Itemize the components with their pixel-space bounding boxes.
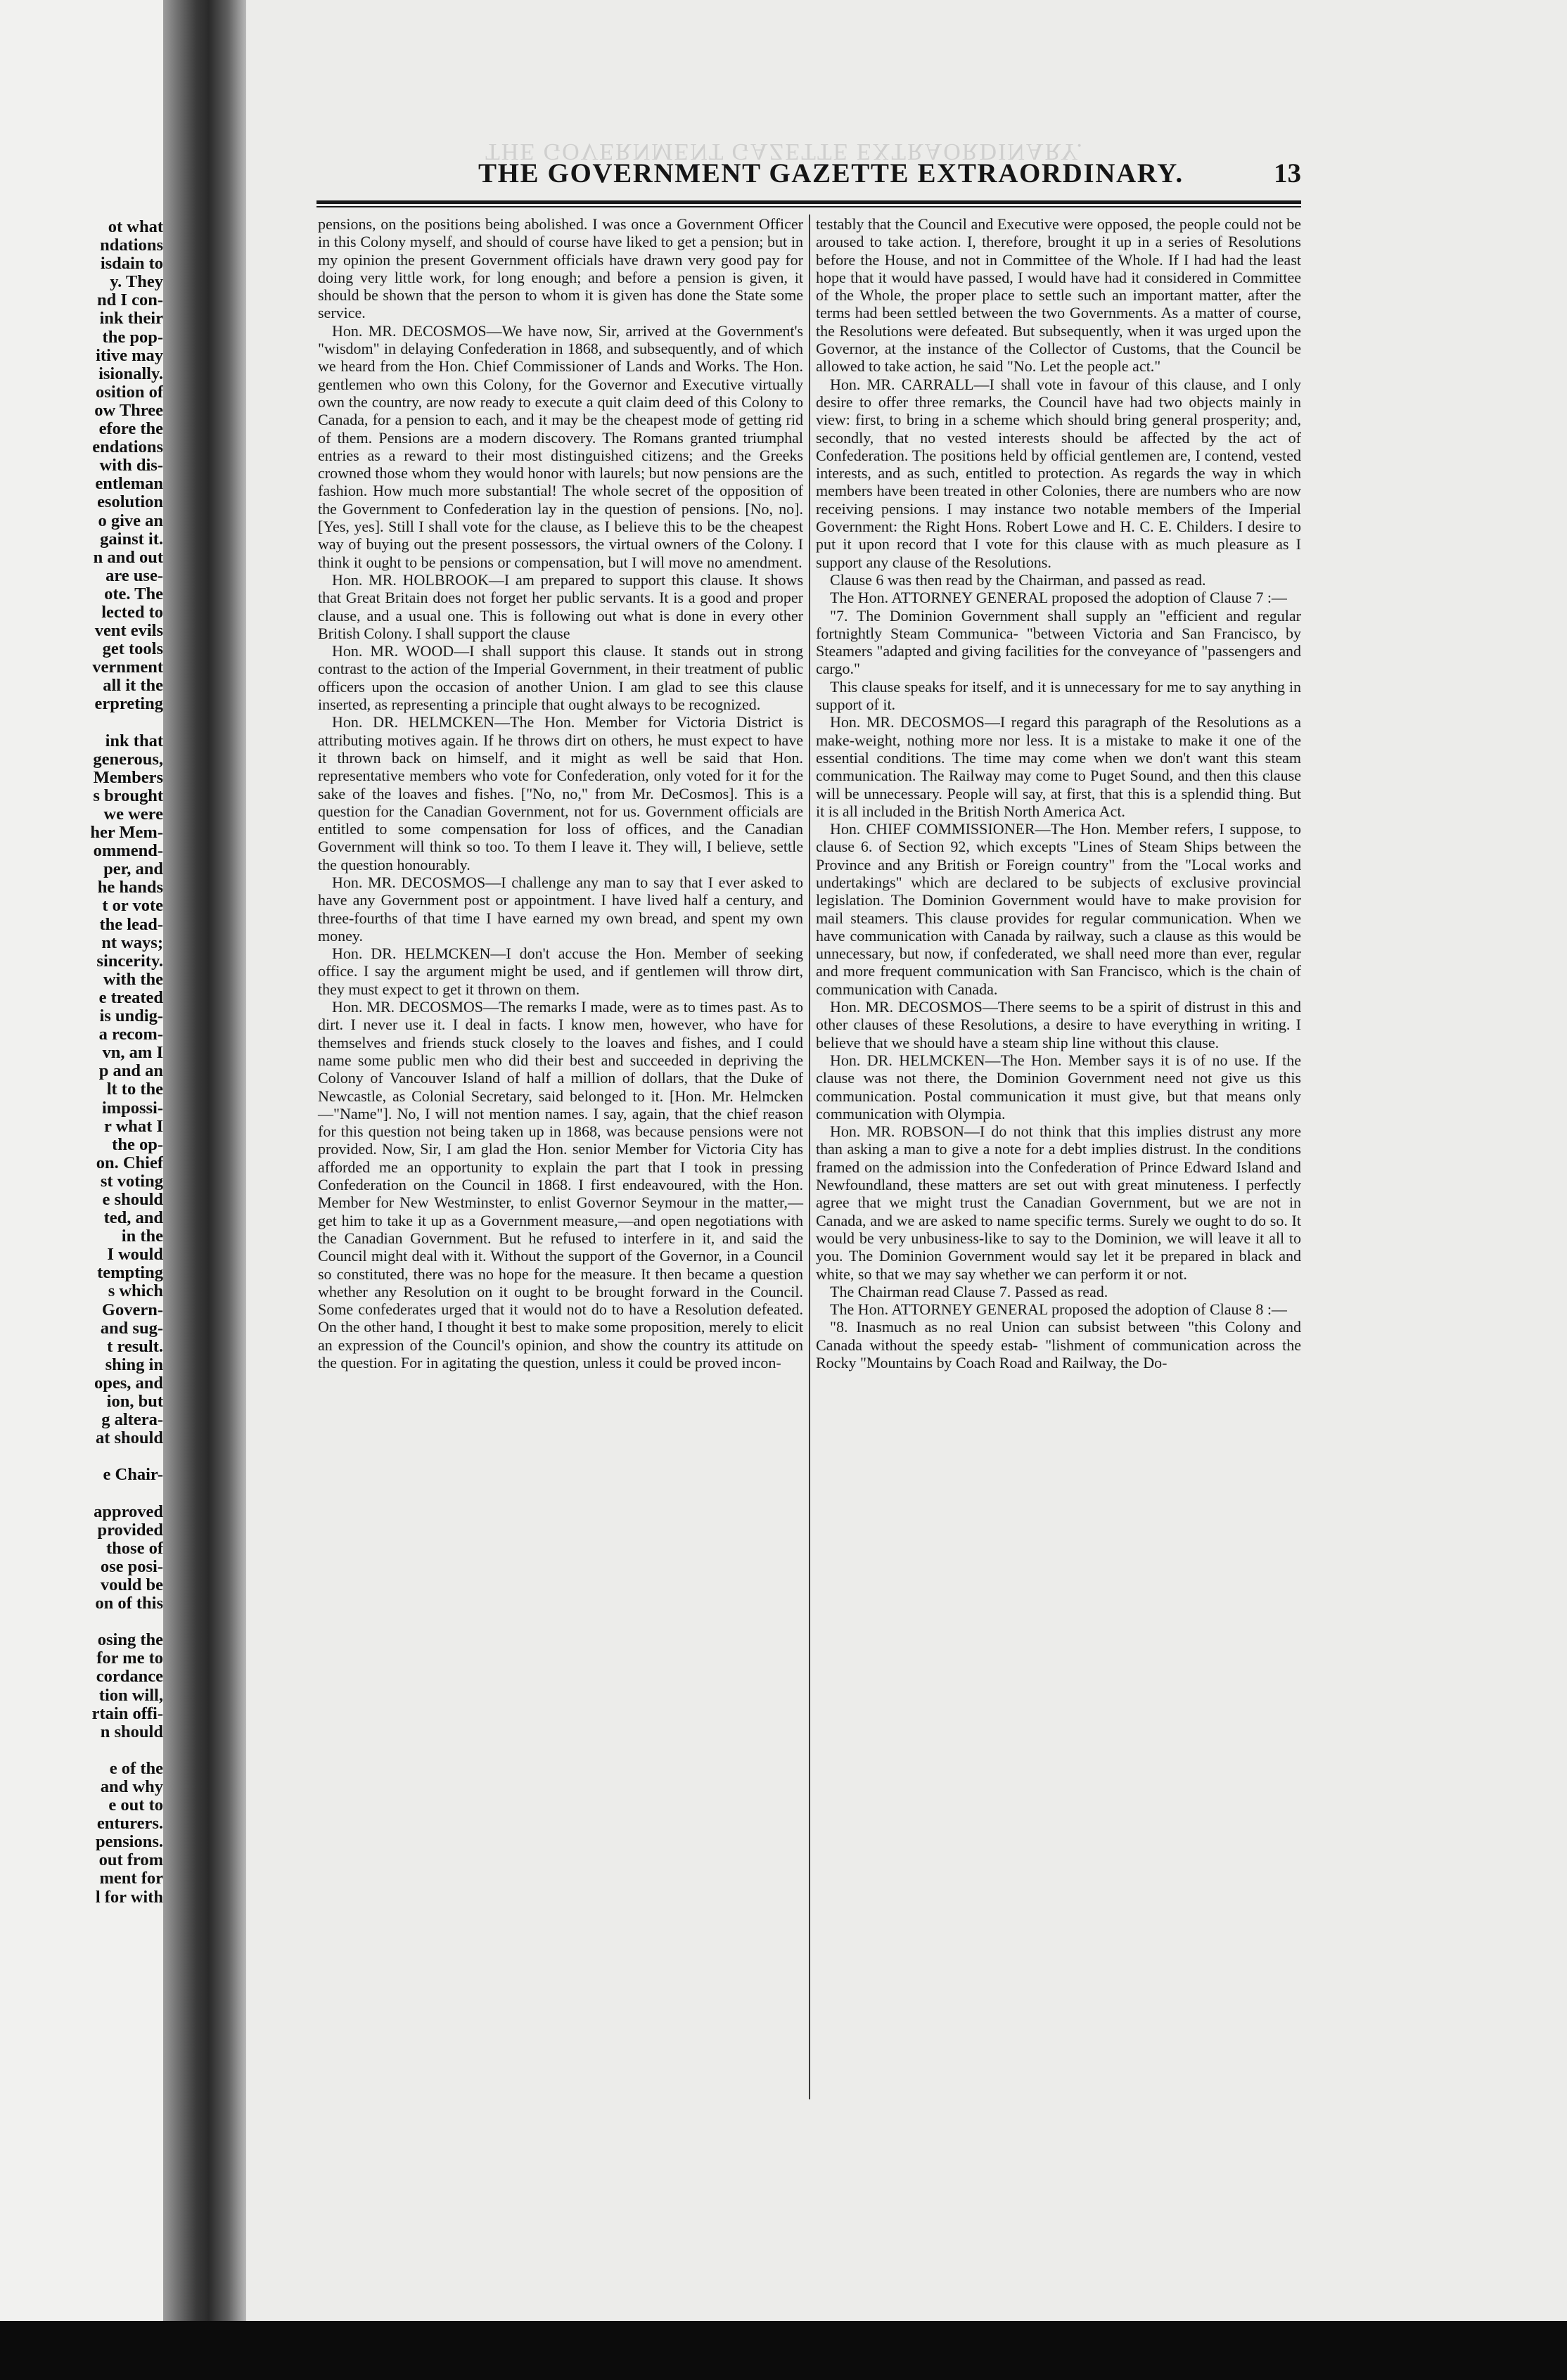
paragraph: Hon. MR. DECOSMOS—I regard this paragraph of the Resolutions as a make-weight, nothing more nor less. It is a mistake to make it one of the essential conditions. The time may come when we don't want this steam communication. The Railway may come to Puget Sound, and then this clause will be unnecessary. People will say, at first, that this is a splendid thing. But it is all included in the British North America Act. [816, 713, 1301, 820]
paragraph: The Chairman read Clause 7. Passed as read. [830, 1282, 1108, 1300]
facing-page [0, 0, 169, 2380]
paragraph: Hon. MR. DECOSMOS—We have now, Sir, arrived at the Government's "wisdom" in delaying Confederation in 1868, and subsequently, and of which we heard from the Hon. Chief Commissioner of Lands and Works. The Hon. gentlemen who own this Colony, for the Governor and Executive virtually own the country, are now ready to execute a quit claim deed of this Colony to Canada, for a pension to each, and it may be the cheapest mode of getting rid of them. Pensions are a modern discovery. The Romans granted triumphal entries as a reward to their most distinguished citizens; and the Greeks crowned those whom they would honor with laurels; but now pensions are the fashion. How much more substantial! The whole secret of the opposition of the Government to Confederation lay in the question of pensions. [No, no]. [Yes, yes]. Still I shall vote for the clause, as I believe this to be the cheapest way of buying out the present possessors, the virtual owners of the Colony. I think it ought to be pensions or compensation, but I will move no amendment. [318, 321, 803, 571]
paragraph: testably that the Council and Executive were opposed, the people could not be aroused to take action. I, therefore, brought it up in a series of Resolutions before the House, and not in Committee of the Whole. If I had had the least hope that it would have passed, I would have had it considered in Committee of the Whole, the proper place to settle such an important matter, after the terms had been settled between the two Governments. As a matter of course, the Resolutions were defeated. But subsequently, when it was urged upon the Governor, at the instance of the Collector of Customs, that the Council be allowed to take action, he said "No. Let the people act." [816, 215, 1301, 376]
facing-page-text-fragments: ot what ndations isdain to y. They nd I con- ink their the pop- itive may isionally. osition of ow Three efore the endations with dis- entleman esolution o give an gainst it. n and out are use- ote. The lected to vent evils get tools vernment all it the erpreting ink that generous, Members s brought we were her Mem- ommend- per, and he hands t or vote the lead- nt ways; sincerity. with the e treated is undig- a recom- vn, am I p and an lt to the impossi- r what I the op- on. Chief st voting e should ted, and in the I would tempting s which Govern- and sug- t result. shing in opes, and ion, but g altera- at should e Chair- approved provided those of ose posi- vould be on of this osing the for me to cordance tion will, rtain offi- n should e of the and why e out to enturers. pensions. out from ment for l for with [90, 217, 163, 1907]
paragraph: pensions, on the positions being abolished. I was once a Government Officer in this Colony myself, and should of course have liked to get a pension; but in my opinion the present Government officials have drawn very good pay for doing very little work, for long enough; and before a pension is given, it should be shown that the person to whom it is given has done the State some service. [318, 215, 803, 322]
paragraph: This clause speaks for itself, and it is unnecessary for me to say anything in support of it. [816, 677, 1301, 714]
right-column [816, 215, 1301, 1371]
paragraph: Hon. MR. WOOD—I shall support this clause. It stands out in strong contrast to the action of the Imperial Government, in their treatment of public officers upon the occasion of another Union. I am glad to see this clause inserted, as representing a principle that ought always to be recognized. [318, 642, 803, 714]
header-rule-thick [316, 200, 1301, 204]
paragraph: Hon. MR. DECOSMOS—The remarks I made, were as to times past. As to dirt. I never use it. I deal in facts. I know men, however, who have for themselves and friends stuck closely to the loaves and fishes, and I could name some public men who did their best and succeeded in depriving the Colony of Vancouver Island of half a million of dollars, that the Duke of Newcastle, as Colonial Secretary, said belonged to it. [Hon. Mr. Helmcken—"Name"]. No, I will not mention names. I say, again, that the chief reason for this question not being taken up in 1868, was because pensions were not provided. Now, Sir, I am glad the Hon. senior Member for Victoria City has afforded me an opportunity to explain the part that I took in pressing Confederation on the Council in 1868. I first endeavoured, with the Hon. Member for New Westminster, to enlist Governor Seymour in the matter,—get him to take it up as a Government measure,—and open negotiations with the Canadian Government. But he refused to interfere in it, and said the Council might deal with it. Without the support of the Governor, in a Council so constituted, there was no hope for the measure. It then became a question whether any Resolution on it ought to be brought forward in the Council. Some confederates urged that it would not do to have a Resolution defeated. On the other hand, I thought it best to make some proposition, merely to elicit an expression of the Council's opinion, and show the country its attitude on the question. For in agitating the question, unless it could be proved incon- [318, 998, 803, 1371]
paragraph: Hon. MR. CARRALL—I shall vote in favour of this clause, and I only desire to offer three remarks, the Council have had two objects mainly in view: first, to bring in a scheme which should bring general prosperity; and, secondly, that no vested interests should be affected by the act of Confederation. The positions held by official gentlemen are, I contend, vested interests, and as such, entitled to protection. As regards the way in which members have been treated in other Colonies, there are numbers who are now receiving pensions. I may instance two notable members of the Imperial Government: the Right Hons. Robert Lowe and H. C. E. Childers. I desire to put it upon record that I vote for this clause with as much pleasure as I support any clause of the Resolutions. [816, 375, 1301, 571]
paragraph: The Hon. ATTORNEY GENERAL proposed the adoption of Clause 7 :— [830, 589, 1287, 607]
scan-bottom-border [0, 2321, 1567, 2380]
paragraph: Hon. DR. HELMCKEN—I don't accuse the Hon. Member of seeking office. I say the argument might be used, and if gentlemen will throw dirt, they must expect to get it thrown on them. [318, 945, 803, 998]
paragraph: Hon. MR. DECOSMOS—I challenge any man to say that I ever asked to have any Government post or appointment. I have lived half a century, and three-fourths of that time I have earned my own bread, and spent my own money. [318, 873, 803, 945]
header-rule-thin [316, 206, 1301, 207]
paragraph: Hon. MR. HOLBROOK—I am prepared to support this clause. It shows that Great Britain does not forget her public servants. It is a good and proper clause, and a usual one. This is following out what is done in every other British Colony. I shall support the clause [318, 570, 803, 642]
page-number: 13 [1274, 158, 1301, 188]
bleed-through-header: THE GOVERNMENT GAZETTE EXTRAORDINARY. [485, 139, 1084, 165]
paragraph: Hon. DR. HELMCKEN—The Hon. Member for Victoria District is attributing motives again. If he throws dirt on others, he must expect to have it thrown back on himself, and it might as well be said that Hon. representative members who vote for Confederation, only voted for it for the sake of the loaves and fishes. ["No, no," from Mr. DeCosmos]. This is a question for the Canadian Government, not for us. Government officials are entitled to some compensation for loss of offices, and the Canadian Government will think so too. To them I leave it. They will, I believe, settle the question honourably. [318, 713, 803, 874]
quoted-clause: "8. Inasmuch as no real Union can subsist between "this Colony and Canada without the speedy estab- "lishment of communication across the Rocky "Mountains by Coach Road and Railway, the Do- [816, 1318, 1301, 1371]
paragraph: Hon. MR. DECOSMOS—There seems to be a spirit of distrust in this and other clauses of these Resolutions, a desire to have everything in writing. I believe that we should have a steam ship line without this clause. [816, 998, 1301, 1051]
left-column [318, 215, 803, 1371]
paragraph: The Hon. ATTORNEY GENERAL proposed the adoption of Clause 8 :— [830, 1300, 1287, 1319]
page-header [316, 139, 1301, 196]
paragraph: Hon. MR. ROBSON—I do not think that this implies distrust any more than asking a man to give a note for a debt implies distrust. In the conditions framed on the admission into the Confederation of Prince Edward Island and Newfoundland, these matters are set out with great minuteness. I perfectly agree that we might trust the Canadian Government, but we are not in Canada, and we are asked to name specific terms. Surely we ought to do so. It would be very unbusiness-like to say to the Dominion, we will leave it all to you. The Dominion Government would say let it be prepared in black and white, so that we may say whether we can perform it or not. [816, 1122, 1301, 1283]
binding-gutter [163, 0, 246, 2380]
paragraph: Clause 6 was then read by the Chairman, and passed as read. [830, 570, 1206, 589]
paragraph: Hon. CHIEF COMMISSIONER—The Hon. Member refers, I suppose, to clause 6. of Section 92, which excepts "Lines of Steam Ships between the Province and any British or Foreign country" from the "Local works and undertakings" which are declared to be subjects of exclusive provincial legislation. The Dominion Government would have to make provision for mail steamers. This clause provides for regular communication. When we have communication with Canada by railway, such a clause as this would be unnecessary, but now, if confederated, we shall need more than ever, regular and more frequent communication with San Francisco, which is the chain of communication with Canada. [816, 820, 1301, 998]
page-title: THE GOVERNMENT GAZETTE EXTRAORDINARY. [478, 158, 1184, 188]
column-divider [809, 215, 810, 2099]
paragraph: Hon. DR. HELMCKEN—The Hon. Member says it is of no use. If the clause was not there, the Dominion Government need not give us this communication. Postal communication it must give, but that means only communication with Olympia. [816, 1051, 1301, 1122]
quoted-clause: "7. The Dominion Government shall supply an "efficient and regular fortnightly Steam Communica- "between Victoria and San Francisco, by Steamers "adapted and giving facilities for the conveyance of "passengers and cargo." [816, 606, 1301, 678]
